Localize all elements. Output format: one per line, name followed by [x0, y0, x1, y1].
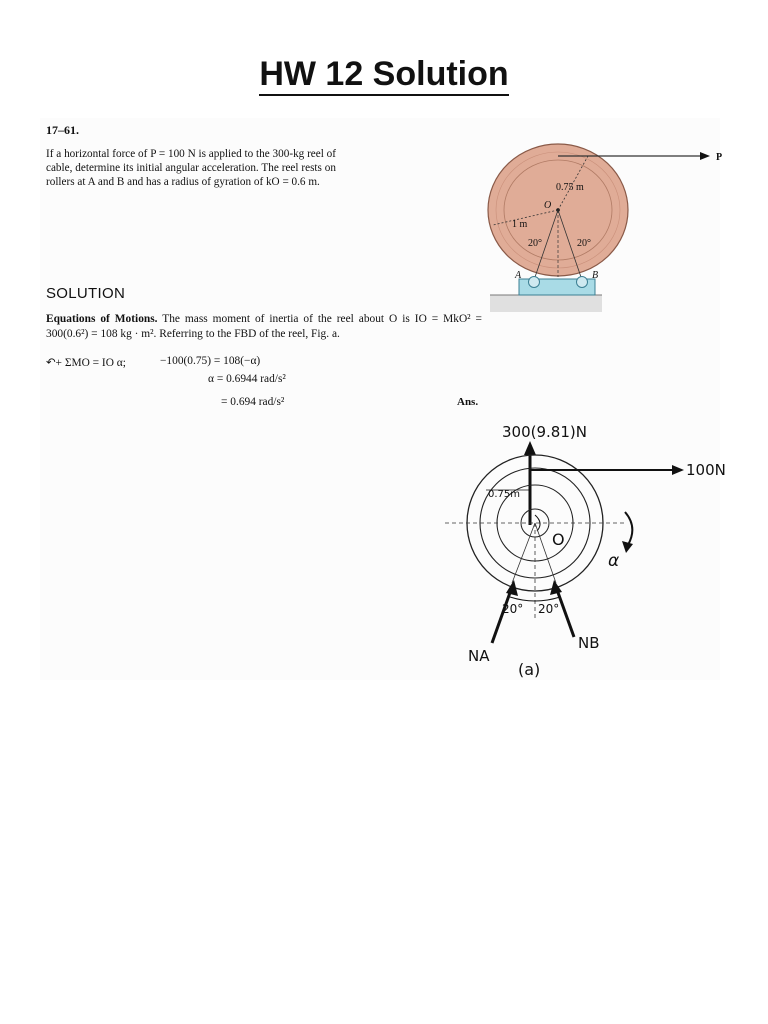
angle-left-label: 20° [528, 238, 542, 249]
weight-label: 300(9.81)N [502, 423, 587, 441]
equation-1-left: ↶+ ΣMO = IO α; [46, 357, 126, 369]
radius-large-label: 1 m [512, 219, 528, 230]
radius-small-label: 0.75 m [556, 182, 584, 193]
roller-a-label: A [515, 270, 522, 281]
page-title: HW 12 Solution [0, 55, 768, 94]
solution-heading: SOLUTION [46, 285, 126, 302]
fbd-angle-right: 20° [538, 602, 560, 616]
fbd-angle-left: 20° [502, 602, 524, 616]
roller-a [529, 277, 540, 288]
solution-paragraph [46, 312, 482, 342]
normal-a-label: NA [468, 647, 490, 665]
solution-paragraph-bold: Equations of Motions. [46, 313, 158, 325]
equation-1-right: −100(0.75) = 108(−α) [160, 355, 261, 367]
cable-force-arrowhead [672, 465, 684, 475]
angle-right-label: 20° [577, 238, 591, 249]
force-label: P [716, 152, 723, 163]
weight-arrowhead [524, 441, 536, 455]
free-body-diagram [440, 415, 760, 685]
force-arrowhead [700, 152, 710, 160]
problem-number: 17–61. [46, 123, 79, 137]
center-label: O [544, 200, 552, 211]
figure-caption: (a) [518, 660, 541, 679]
roller-b [577, 277, 588, 288]
answer-label: Ans. [457, 396, 479, 408]
fbd-center-label: O [552, 530, 565, 549]
radius-075-label: 0.75m [488, 489, 521, 500]
equation-3: = 0.694 rad/s² [221, 396, 285, 408]
problem-statement: If a horizontal force of P = 100 N is applied to the 300-kg reel of cable, determine its initial angular acceleration. The reel rests on rollers at A and B and has a radius of gyration of kO = 0.6 m. [46, 148, 336, 188]
reel-figure [488, 145, 728, 315]
normal-b-label: NB [578, 634, 600, 652]
alpha-arc [625, 512, 632, 545]
alpha-label: α [608, 551, 620, 571]
force-100n-label: 100N [686, 461, 726, 479]
line-to-na [512, 523, 535, 583]
equation-2: α = 0.6944 rad/s² [208, 373, 286, 385]
alpha-arrowhead [622, 541, 633, 553]
solution-paragraph-rest: The mass moment of inertia of the reel about O is IO = MkO² = 300(0.6²) = 108 kg · m². Referring to the FBD of the reel, Fig. a. [46, 313, 482, 340]
ground [490, 295, 602, 312]
roller-b-label: B [592, 270, 599, 281]
